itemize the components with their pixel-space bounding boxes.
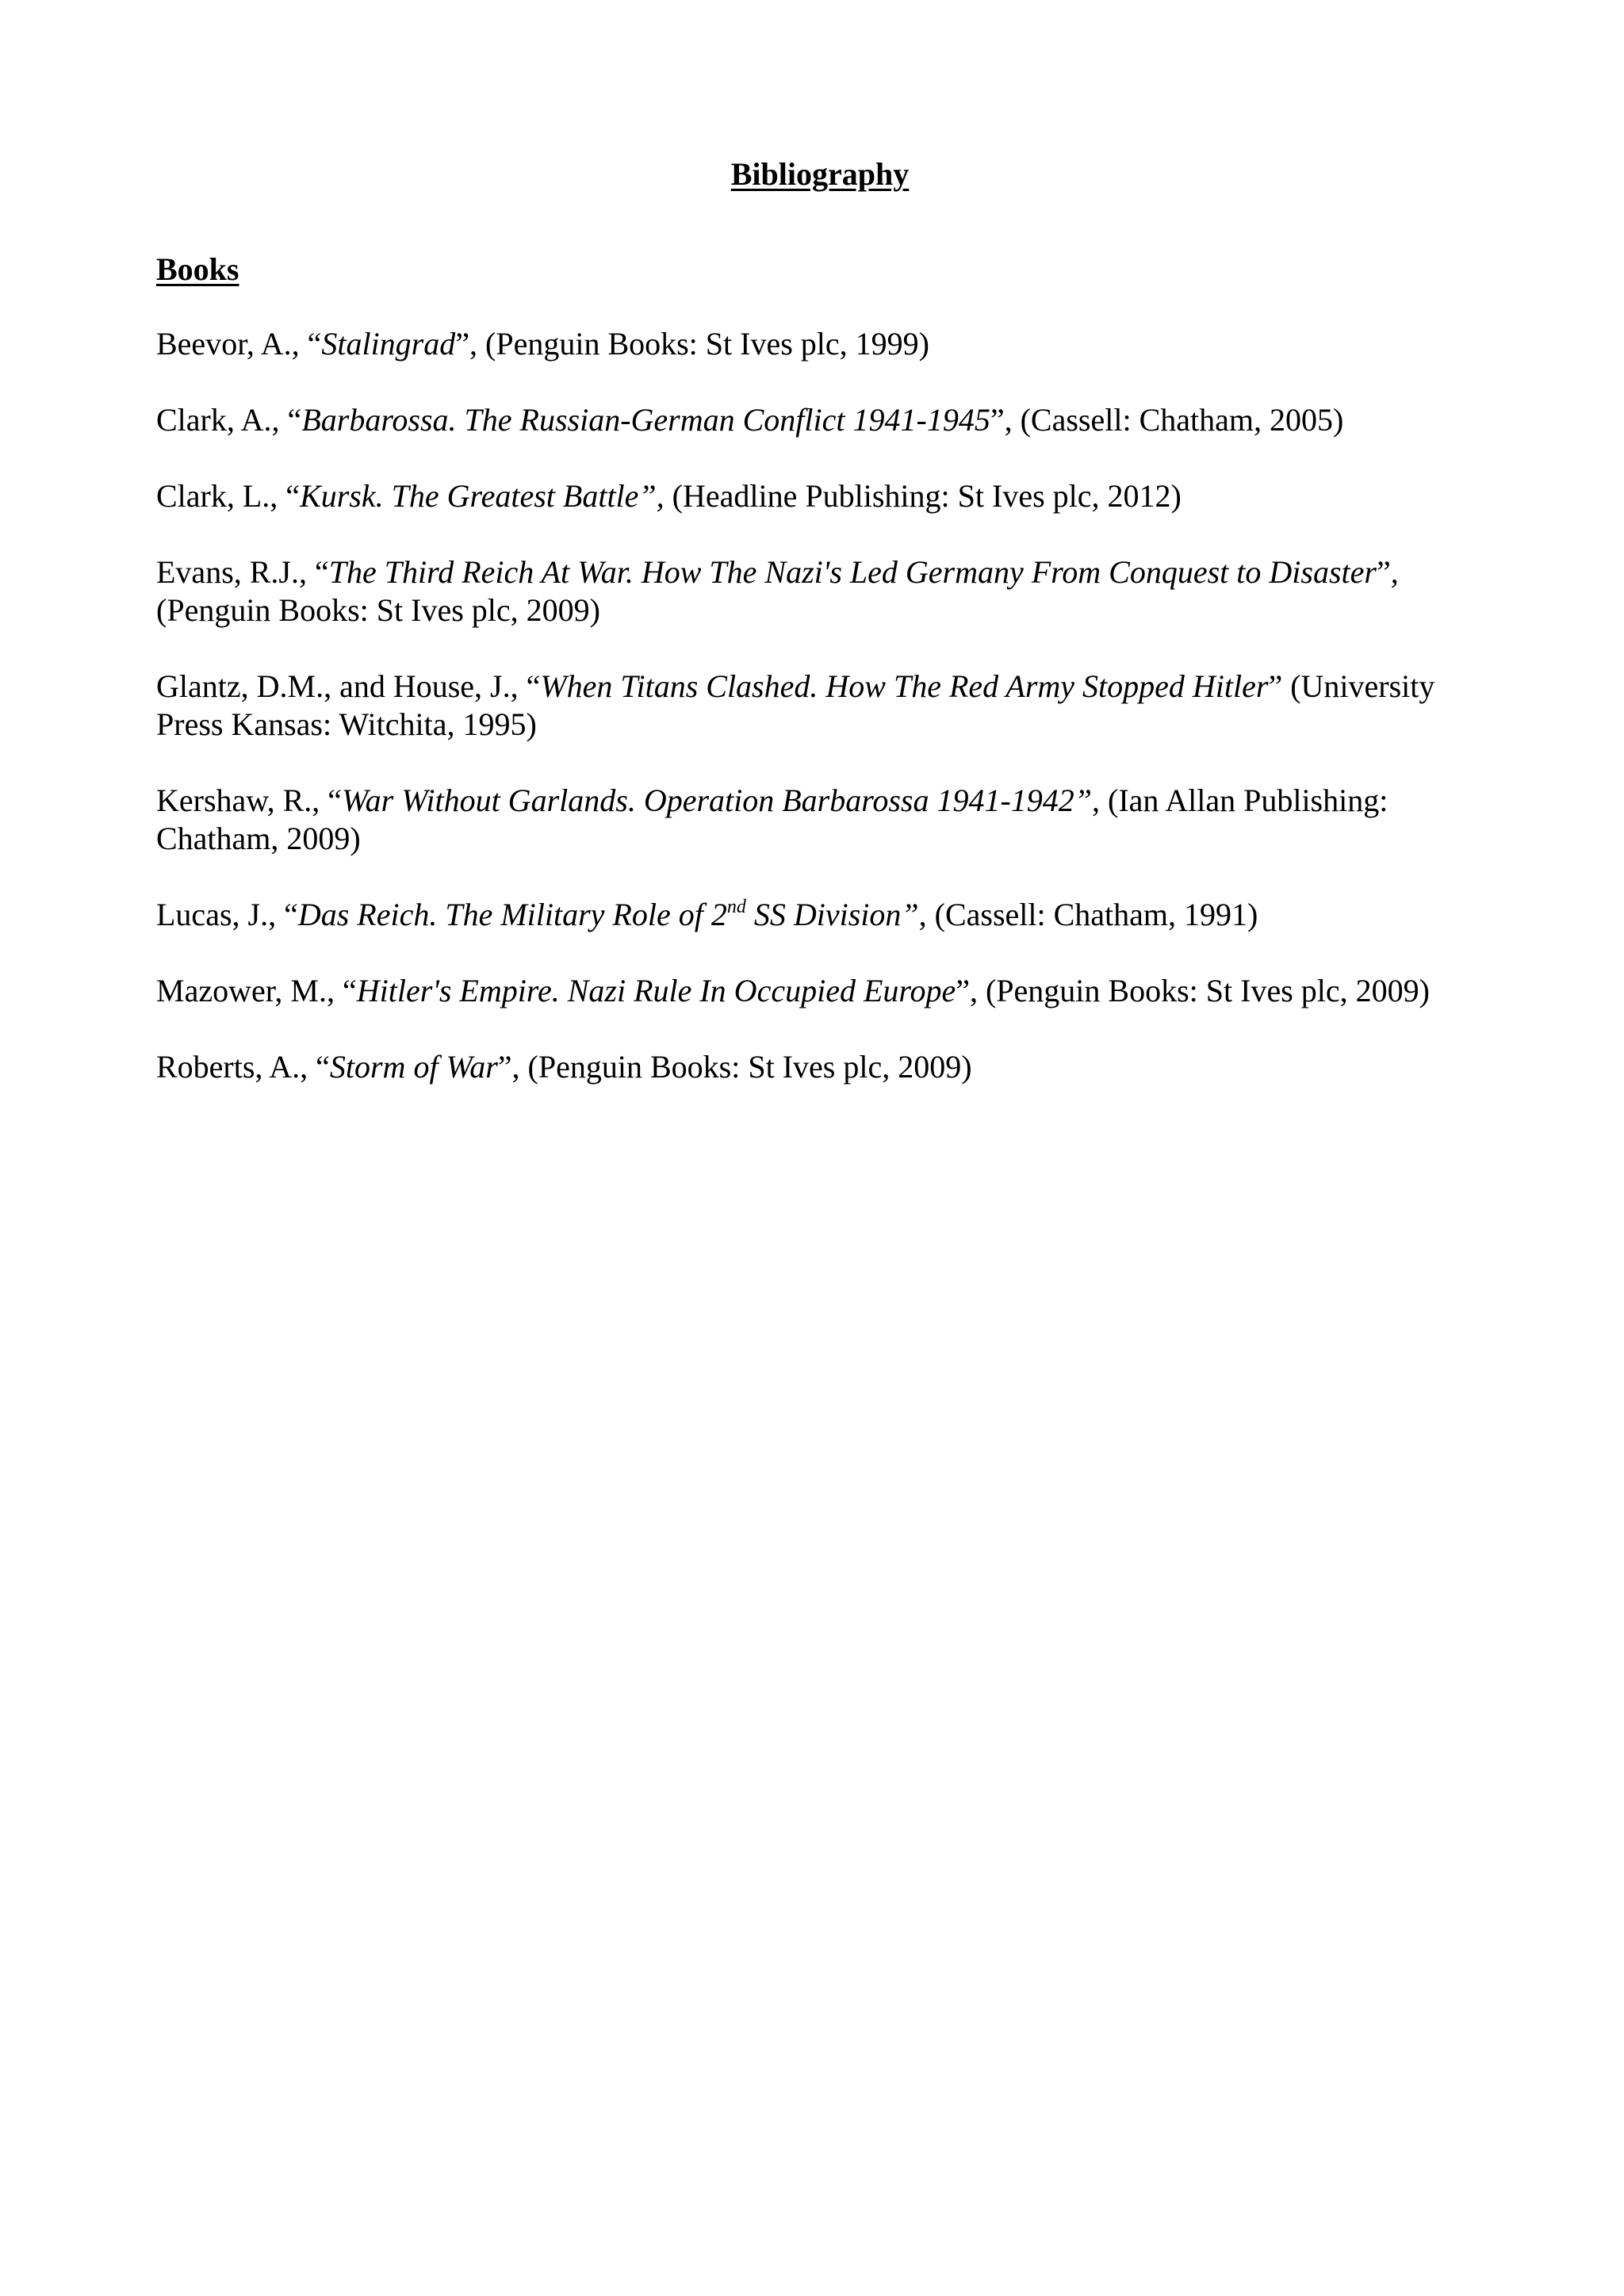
entry-author: Kershaw, R., “ bbox=[156, 783, 343, 818]
bibliography-entry bbox=[156, 668, 1488, 744]
page-title: Bibliography bbox=[730, 156, 910, 192]
entry-title: Hitler's Empire. Nazi Rule In Occupied Europe bbox=[356, 973, 956, 1008]
entry-author: Clark, L., “ bbox=[156, 478, 301, 514]
entry-publication: , (Ian Allan Publishing: Chatham, 2009) bbox=[156, 783, 1388, 856]
entry-author: Beevor, A., “ bbox=[156, 326, 322, 362]
bibliography-entry bbox=[156, 896, 1488, 934]
bibliography-entry bbox=[156, 553, 1488, 629]
entry-title: Stalingrad bbox=[321, 326, 456, 362]
bibliography-list bbox=[156, 325, 1488, 1124]
entry-author: Clark, A., “ bbox=[156, 402, 302, 438]
entry-author: Evans, R.J., “ bbox=[156, 554, 329, 590]
entry-publication: ” (University Press Kansas: Witchita, 1995) bbox=[156, 668, 1435, 742]
entry-author: Mazower, M., “ bbox=[156, 973, 357, 1008]
entry-title: Barbarossa. The Russian-German Conflict 1941-1945 bbox=[301, 402, 990, 438]
entry-publication: , (Cassell: Chatham, 1991) bbox=[918, 897, 1258, 932]
entry-publication: ”, (Penguin Books: St Ives plc, 2009) bbox=[156, 554, 1399, 628]
entry-title: Kursk. The Greatest Battle”, bbox=[300, 478, 665, 514]
entry-title: War Without Garlands. Operation Barbarossa 1941-1942” bbox=[342, 783, 1093, 818]
bibliography-entry bbox=[156, 325, 1488, 363]
section-heading-books: Books bbox=[156, 251, 239, 287]
entry-title: When Titans Clashed. How The Red Army Stopped Hitler bbox=[540, 668, 1269, 704]
entry-title-part: Das Reich. The Military Role of 2 bbox=[297, 897, 727, 932]
bibliography-entry bbox=[156, 1048, 1488, 1086]
entry-publication: ”, (Penguin Books: St Ives plc, 2009) bbox=[956, 973, 1430, 1008]
entry-publication: (Headline Publishing: St Ives plc, 2012) bbox=[664, 478, 1182, 514]
bibliography-entry bbox=[156, 972, 1488, 1010]
entry-author: Roberts, A., “ bbox=[156, 1049, 330, 1085]
entry-title: The Third Reich At War. How The Nazi's Led Germany From Conquest to Disaster bbox=[328, 554, 1377, 590]
bibliography-entry bbox=[156, 477, 1488, 515]
entry-title bbox=[298, 897, 919, 932]
entry-publication: ”, (Cassell: Chatham, 2005) bbox=[990, 402, 1344, 438]
bibliography-entry bbox=[156, 782, 1488, 858]
entry-title: Storm of War bbox=[329, 1049, 498, 1085]
entry-publication: ”, (Penguin Books: St Ives plc, 1999) bbox=[455, 326, 929, 362]
ordinal-superscript: nd bbox=[726, 897, 746, 917]
entry-author: Glantz, D.M., and House, J., “ bbox=[156, 668, 541, 704]
entry-author: Lucas, J., “ bbox=[156, 897, 298, 932]
bibliography-entry bbox=[156, 401, 1488, 439]
entry-title-part: SS Division” bbox=[745, 897, 919, 932]
entry-publication: ”, (Penguin Books: St Ives plc, 2009) bbox=[497, 1049, 972, 1085]
